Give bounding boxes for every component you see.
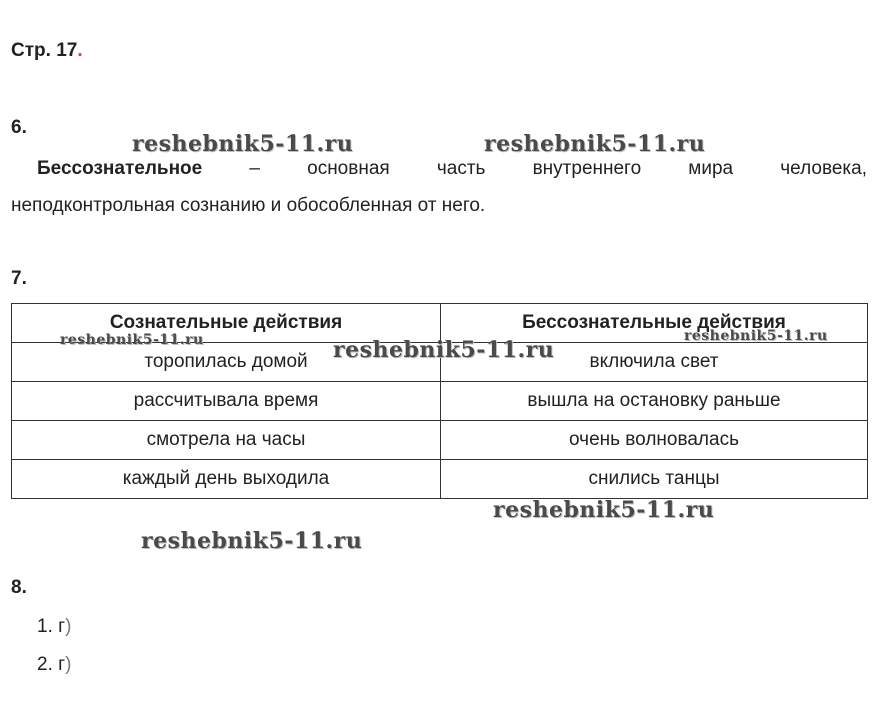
list-item-number: 1. (37, 616, 53, 637)
watermark: reshebnik5-11.ru (60, 332, 204, 348)
answer-list-item (37, 654, 71, 676)
question-7-number: 7. (11, 268, 27, 289)
watermark: reshebnik5-11.ru (333, 337, 555, 363)
list-item-paren: ) (65, 616, 72, 637)
column-header-unconscious: Бессознательные действия (441, 304, 868, 343)
table-cell: снились танцы (441, 460, 868, 499)
watermark: reshebnik5-11.ru (684, 328, 828, 344)
table-cell: торопилась домой (12, 343, 441, 382)
list-item-answer: г (58, 654, 66, 675)
definition-term: Бессознательное (37, 158, 203, 179)
table-header-row (12, 304, 868, 343)
list-item-answer: г (58, 616, 66, 637)
list-item-number: 2. (37, 654, 53, 675)
table-cell: каждый день выходила (12, 460, 441, 499)
question-8-number: 8. (11, 577, 27, 598)
table-row (12, 421, 868, 460)
table-cell: включила свет (441, 343, 868, 382)
table-cell: рассчитывала время (12, 382, 441, 421)
table-row (12, 460, 868, 499)
answer-list-item (37, 616, 71, 638)
actions-table (11, 303, 868, 499)
definition-first-line (11, 150, 867, 187)
table-row (12, 343, 868, 382)
watermark: reshebnik5-11.ru (132, 131, 354, 157)
watermark: reshebnik5-11.ru (484, 131, 706, 157)
table-cell: вышла на остановку раньше (441, 382, 868, 421)
question-6-answer (11, 150, 867, 224)
definition-text-line2: неподконтрольная сознанию и обособленная от него. (11, 195, 486, 216)
page-reference (11, 40, 83, 62)
page-number-dot: . (77, 40, 83, 61)
page-number-label: Стр. 17 (11, 40, 78, 61)
definition-text-line1: – основная часть внутреннего мира человека, (202, 158, 867, 179)
question-6-number: 6. (11, 117, 27, 138)
table-cell: смотрела на часы (12, 421, 441, 460)
table-cell: очень волновалась (441, 421, 868, 460)
watermark: reshebnik5-11.ru (493, 497, 715, 523)
list-item-paren: ) (65, 654, 72, 675)
table-row (12, 382, 868, 421)
column-header-conscious: Сознательные действия (12, 304, 441, 343)
watermark: reshebnik5-11.ru (141, 528, 363, 554)
